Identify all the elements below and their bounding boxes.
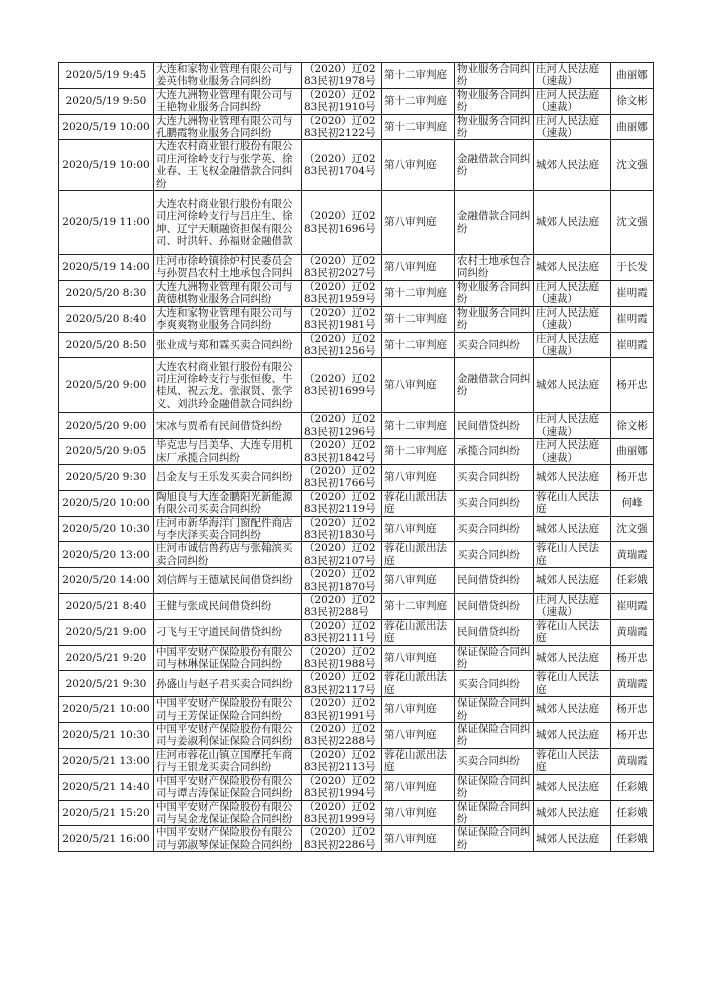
- case-number-cell: （2020）辽0283民初2027号: [302, 255, 382, 281]
- court-name-cell: 庄河人民法庭（速裁）: [534, 114, 611, 140]
- hearing-time-cell: 2020/5/20 14:00: [59, 568, 154, 594]
- court-name-cell: 城郊人民法庭: [534, 774, 611, 800]
- case-title-cell: 中国平安财产保险股份有限公司与谭吉涛保证保险合同纠纷: [154, 774, 302, 800]
- judge-name-cell: 黄瑞霞: [611, 619, 654, 645]
- case-title-cell: 大连九洲物业管理有限公司与孔鹏霞物业服务合同纠纷: [154, 114, 302, 140]
- table-row: [59, 255, 654, 281]
- judge-name-cell: 沈文强: [611, 516, 654, 542]
- case-cause-cell: 物业服务合同纠纷: [455, 114, 534, 140]
- judge-name-cell: 崔明霞: [611, 594, 654, 620]
- case-number-cell: （2020）辽0283民初1696号: [302, 191, 382, 255]
- courtroom-cell: 第八审判庭: [382, 826, 455, 852]
- courtroom-cell: 第八审判庭: [382, 774, 455, 800]
- court-name-cell: 庄河人民法庭（速裁）: [534, 88, 611, 114]
- hearing-schedule-table: [58, 62, 654, 852]
- judge-name-cell: 杨开忠: [611, 358, 654, 413]
- case-title-cell: 中国平安财产保险股份有限公司与王芳保证保险合同纠纷: [154, 697, 302, 723]
- court-name-cell: 城郊人民法庭: [534, 697, 611, 723]
- table-row: [59, 114, 654, 140]
- courtroom-cell: 第八审判庭: [382, 697, 455, 723]
- case-number-cell: （2020）辽0283民初1981号: [302, 306, 382, 332]
- hearing-time-cell: 2020/5/21 10:00: [59, 697, 154, 723]
- table-row: [59, 542, 654, 568]
- case-number-cell: （2020）辽0283民初2107号: [302, 542, 382, 568]
- table-row: [59, 63, 654, 89]
- hearing-time-cell: 2020/5/20 9:00: [59, 413, 154, 439]
- hearing-time-cell: 2020/5/20 9:30: [59, 464, 154, 490]
- judge-name-cell: 于长发: [611, 255, 654, 281]
- case-number-cell: （2020）辽0283民初2122号: [302, 114, 382, 140]
- court-name-cell: 城郊人民法庭: [534, 358, 611, 413]
- case-cause-cell: 买卖合同纠纷: [455, 464, 534, 490]
- table-row: [59, 568, 654, 594]
- case-cause-cell: 金融借款合同纠纷: [455, 191, 534, 255]
- table-row: [59, 774, 654, 800]
- hearing-time-cell: 2020/5/20 9:05: [59, 439, 154, 465]
- table-row: [59, 800, 654, 826]
- case-title-cell: 宋冰与贾希有民间借贷纠纷: [154, 413, 302, 439]
- judge-name-cell: 任彩娥: [611, 774, 654, 800]
- case-number-cell: （2020）辽0283民初1994号: [302, 774, 382, 800]
- case-cause-cell: 买卖合同纠纷: [455, 542, 534, 568]
- case-number-cell: （2020）辽0283民初1978号: [302, 63, 382, 89]
- courtroom-cell: 第八审判庭: [382, 358, 455, 413]
- case-cause-cell: 民间借贷纠纷: [455, 568, 534, 594]
- hearing-time-cell: 2020/5/21 8:40: [59, 594, 154, 620]
- judge-name-cell: 沈文强: [611, 140, 654, 191]
- case-number-cell: （2020）辽0283民初1999号: [302, 800, 382, 826]
- hearing-time-cell: 2020/5/21 9:00: [59, 619, 154, 645]
- hearing-schedule-body: [59, 63, 654, 852]
- case-title-cell: 中国平安财产保险股份有限公司与吴金龙保证保险合同纠纷: [154, 800, 302, 826]
- case-number-cell: （2020）辽0283民初1988号: [302, 645, 382, 671]
- courtroom-cell: 第八审判庭: [382, 723, 455, 749]
- courtroom-cell: 第八审判庭: [382, 516, 455, 542]
- court-name-cell: 庄河人民法庭（速裁）: [534, 332, 611, 358]
- table-row: [59, 332, 654, 358]
- courtroom-cell: 蓉花山派出法庭: [382, 671, 455, 697]
- court-name-cell: 城郊人民法庭: [534, 140, 611, 191]
- hearing-time-cell: 2020/5/19 10:00: [59, 114, 154, 140]
- case-cause-cell: 买卖合同纠纷: [455, 748, 534, 774]
- courtroom-cell: 第十二审判庭: [382, 439, 455, 465]
- table-row: [59, 516, 654, 542]
- judge-name-cell: 黄瑞霞: [611, 542, 654, 568]
- judge-name-cell: 杨开忠: [611, 464, 654, 490]
- courtroom-cell: 蓉花山派出法庭: [382, 490, 455, 516]
- table-row: [59, 826, 654, 852]
- case-cause-cell: 保证保险合同纠纷: [455, 723, 534, 749]
- table-row: [59, 645, 654, 671]
- hearing-time-cell: 2020/5/19 9:50: [59, 88, 154, 114]
- judge-name-cell: 杨开忠: [611, 697, 654, 723]
- hearing-time-cell: 2020/5/21 9:30: [59, 671, 154, 697]
- case-number-cell: （2020）辽0283民初1704号: [302, 140, 382, 191]
- case-number-cell: （2020）辽0283民初288号: [302, 594, 382, 620]
- case-cause-cell: 买卖合同纠纷: [455, 332, 534, 358]
- case-number-cell: （2020）辽0283民初1870号: [302, 568, 382, 594]
- case-number-cell: （2020）辽0283民初1910号: [302, 88, 382, 114]
- case-number-cell: （2020）辽0283民初1699号: [302, 358, 382, 413]
- table-row: [59, 358, 654, 413]
- court-name-cell: 蓉花山人民法庭: [534, 671, 611, 697]
- case-title-cell: 庄河市诚信兽药店与张翰滨买卖合同纠纷: [154, 542, 302, 568]
- judge-name-cell: 何峰: [611, 490, 654, 516]
- case-cause-cell: 买卖合同纠纷: [455, 671, 534, 697]
- table-row: [59, 594, 654, 620]
- table-row: [59, 723, 654, 749]
- courtroom-cell: 第八审判庭: [382, 800, 455, 826]
- table-row: [59, 439, 654, 465]
- court-name-cell: 蓉花山人民法庭: [534, 748, 611, 774]
- judge-name-cell: 杨开忠: [611, 723, 654, 749]
- court-name-cell: 庄河人民法庭（速裁）: [534, 280, 611, 306]
- judge-name-cell: 崔明霞: [611, 306, 654, 332]
- case-cause-cell: 金融借款合同纠纷: [455, 140, 534, 191]
- case-number-cell: （2020）辽0283民初1766号: [302, 464, 382, 490]
- case-title-cell: 陶旭良与大连金鹏阳光新能源有限公司买卖合同纠纷: [154, 490, 302, 516]
- table-row: [59, 671, 654, 697]
- court-name-cell: 庄河人民法庭（速裁）: [534, 306, 611, 332]
- table-row: [59, 464, 654, 490]
- case-title-cell: 大连农村商业银行股份有限公司庄河徐岭支行与张学英、徐业春、王飞权金融借款合同纠纷: [154, 140, 302, 191]
- hearing-time-cell: 2020/5/19 14:00: [59, 255, 154, 281]
- case-title-cell: 中国平安财产保险股份有限公司与林琳保证保险合同纠纷: [154, 645, 302, 671]
- case-title-cell: 中国平安财产保险股份有限公司与郭淑琴保证保险合同纠纷: [154, 826, 302, 852]
- case-title-cell: 中国平安财产保险股份有限公司与姜淑利保证保险合同纠纷: [154, 723, 302, 749]
- court-name-cell: 庄河人民法庭（速裁）: [534, 594, 611, 620]
- judge-name-cell: 沈文强: [611, 191, 654, 255]
- judge-name-cell: 黄瑞霞: [611, 748, 654, 774]
- court-name-cell: 城郊人民法庭: [534, 255, 611, 281]
- table-row: [59, 748, 654, 774]
- table-row: [59, 619, 654, 645]
- case-number-cell: （2020）辽0283民初1991号: [302, 697, 382, 723]
- case-cause-cell: 物业服务合同纠纷: [455, 280, 534, 306]
- hearing-time-cell: 2020/5/20 8:40: [59, 306, 154, 332]
- hearing-time-cell: 2020/5/20 8:30: [59, 280, 154, 306]
- courtroom-cell: 蓉花山派出法庭: [382, 748, 455, 774]
- table-row: [59, 697, 654, 723]
- courtroom-cell: 第八审判庭: [382, 645, 455, 671]
- courtroom-cell: 第八审判庭: [382, 140, 455, 191]
- court-name-cell: 城郊人民法庭: [534, 464, 611, 490]
- case-cause-cell: 保证保险合同纠纷: [455, 645, 534, 671]
- court-name-cell: 城郊人民法庭: [534, 723, 611, 749]
- case-number-cell: （2020）辽0283民初1842号: [302, 439, 382, 465]
- hearing-time-cell: 2020/5/21 15:20: [59, 800, 154, 826]
- case-cause-cell: 保证保险合同纠纷: [455, 774, 534, 800]
- judge-name-cell: 徐文彬: [611, 413, 654, 439]
- case-number-cell: （2020）辽0283民初2111号: [302, 619, 382, 645]
- case-title-cell: 孙盛山与赵子君买卖合同纠纷: [154, 671, 302, 697]
- courtroom-cell: 蓉花山派出法庭: [382, 619, 455, 645]
- hearing-time-cell: 2020/5/21 13:00: [59, 748, 154, 774]
- court-name-cell: 蓉花山人民法庭: [534, 490, 611, 516]
- hearing-time-cell: 2020/5/21 9:20: [59, 645, 154, 671]
- court-name-cell: 蓉花山人民法庭: [534, 619, 611, 645]
- court-name-cell: 庄河人民法庭（速裁）: [534, 439, 611, 465]
- case-title-cell: 张业成与郑和霖买卖合同纠纷: [154, 332, 302, 358]
- court-name-cell: 城郊人民法庭: [534, 800, 611, 826]
- court-name-cell: 庄河人民法庭（速裁）: [534, 413, 611, 439]
- case-number-cell: （2020）辽0283民初2286号: [302, 826, 382, 852]
- case-title-cell: 刁飞与王守道民间借贷纠纷: [154, 619, 302, 645]
- courtroom-cell: 第十二审判庭: [382, 413, 455, 439]
- case-cause-cell: 买卖合同纠纷: [455, 516, 534, 542]
- courtroom-cell: 第八审判庭: [382, 464, 455, 490]
- case-cause-cell: 民间借贷纠纷: [455, 413, 534, 439]
- case-cause-cell: 民间借贷纠纷: [455, 619, 534, 645]
- case-title-cell: 吕金友与王乐发买卖合同纠纷: [154, 464, 302, 490]
- table-row: [59, 413, 654, 439]
- hearing-time-cell: 2020/5/20 13:00: [59, 542, 154, 568]
- case-cause-cell: 买卖合同纠纷: [455, 490, 534, 516]
- case-number-cell: （2020）辽0283民初2117号: [302, 671, 382, 697]
- case-cause-cell: 民间借贷纠纷: [455, 594, 534, 620]
- case-number-cell: （2020）辽0283民初1256号: [302, 332, 382, 358]
- courtroom-cell: 第十二审判庭: [382, 594, 455, 620]
- table-row: [59, 88, 654, 114]
- case-cause-cell: 保证保险合同纠纷: [455, 826, 534, 852]
- case-cause-cell: 保证保险合同纠纷: [455, 697, 534, 723]
- case-title-cell: 大连九洲物业管理有限公司与黄德棋物业服务合同纠纷: [154, 280, 302, 306]
- case-number-cell: （2020）辽0283民初1830号: [302, 516, 382, 542]
- case-cause-cell: 物业服务合同纠纷: [455, 306, 534, 332]
- courtroom-cell: 第八审判庭: [382, 255, 455, 281]
- courtroom-cell: 第十二审判庭: [382, 63, 455, 89]
- courtroom-cell: 第十二审判庭: [382, 332, 455, 358]
- table-row: [59, 140, 654, 191]
- case-number-cell: （2020）辽0283民初2119号: [302, 490, 382, 516]
- case-number-cell: （2020）辽0283民初1296号: [302, 413, 382, 439]
- judge-name-cell: 杨开忠: [611, 645, 654, 671]
- case-title-cell: 王健与张成民间借贷纠纷: [154, 594, 302, 620]
- case-title-cell: 大连九洲物业管理有限公司与王艳物业服务合同纠纷: [154, 88, 302, 114]
- court-name-cell: 城郊人民法庭: [534, 645, 611, 671]
- hearing-time-cell: 2020/5/21 10:30: [59, 723, 154, 749]
- hearing-time-cell: 2020/5/21 14:40: [59, 774, 154, 800]
- case-number-cell: （2020）辽0283民初2113号: [302, 748, 382, 774]
- case-title-cell: 大连农村商业银行股份有限公司庄河徐岭支行与吕庄生、徐坤、辽宁天顺融资担保有限公司、时洪轩、孙福财金融借款: [154, 191, 302, 255]
- courtroom-cell: 第十二审判庭: [382, 306, 455, 332]
- hearing-time-cell: 2020/5/19 9:45: [59, 63, 154, 89]
- court-name-cell: 庄河人民法庭（速裁）: [534, 63, 611, 89]
- courtroom-cell: 第八审判庭: [382, 568, 455, 594]
- case-cause-cell: 物业服务合同纠纷: [455, 63, 534, 89]
- courtroom-cell: 蓉花山派出法庭: [382, 542, 455, 568]
- case-title-cell: 大连和家物业管理有限公司与李爽爽物业服务合同纠纷: [154, 306, 302, 332]
- hearing-time-cell: 2020/5/21 16:00: [59, 826, 154, 852]
- case-cause-cell: 金融借款合同纠纷: [455, 358, 534, 413]
- court-name-cell: 城郊人民法庭: [534, 191, 611, 255]
- judge-name-cell: 黄瑞霞: [611, 671, 654, 697]
- court-name-cell: 蓉花山人民法庭: [534, 542, 611, 568]
- courtroom-cell: 第十二审判庭: [382, 280, 455, 306]
- hearing-time-cell: 2020/5/19 11:00: [59, 191, 154, 255]
- case-cause-cell: 承揽合同纠纷: [455, 439, 534, 465]
- hearing-time-cell: 2020/5/19 10:00: [59, 140, 154, 191]
- table-row: [59, 490, 654, 516]
- judge-name-cell: 崔明霞: [611, 280, 654, 306]
- court-name-cell: 城郊人民法庭: [534, 568, 611, 594]
- court-name-cell: 城郊人民法庭: [534, 516, 611, 542]
- judge-name-cell: 崔明霞: [611, 332, 654, 358]
- judge-name-cell: 任彩娥: [611, 800, 654, 826]
- judge-name-cell: 曲丽娜: [611, 114, 654, 140]
- judge-name-cell: 曲丽娜: [611, 439, 654, 465]
- judge-name-cell: 任彩娥: [611, 826, 654, 852]
- court-name-cell: 城郊人民法庭: [534, 826, 611, 852]
- hearing-time-cell: 2020/5/20 10:00: [59, 490, 154, 516]
- case-title-cell: 大连和家物业管理有限公司与姜英伟物业服务合同纠纷: [154, 63, 302, 89]
- courtroom-cell: 第八审判庭: [382, 191, 455, 255]
- table-row: [59, 191, 654, 255]
- courtroom-cell: 第十二审判庭: [382, 88, 455, 114]
- case-cause-cell: 物业服务合同纠纷: [455, 88, 534, 114]
- case-title-cell: 刘信辉与王德斌民间借贷纠纷: [154, 568, 302, 594]
- judge-name-cell: 徐文彬: [611, 88, 654, 114]
- hearing-time-cell: 2020/5/20 8:50: [59, 332, 154, 358]
- case-title-cell: 大连农村商业银行股份有限公司庄河徐岭支行与张恒俊、牛桂凤、祝云龙、张淑贤、张学义、刘洪玲金融借款合同纠纷: [154, 358, 302, 413]
- hearing-time-cell: 2020/5/20 10:30: [59, 516, 154, 542]
- case-number-cell: （2020）辽0283民初1959号: [302, 280, 382, 306]
- case-cause-cell: 农村土地承包合同纠纷: [455, 255, 534, 281]
- judge-name-cell: 曲丽娜: [611, 63, 654, 89]
- case-number-cell: （2020）辽0283民初2288号: [302, 723, 382, 749]
- judge-name-cell: 任彩娥: [611, 568, 654, 594]
- hearing-time-cell: 2020/5/20 9:00: [59, 358, 154, 413]
- case-title-cell: 庄河市徐岭镇徐炉村民委员会与孙贺昌农村土地承包合同纠: [154, 255, 302, 281]
- case-title-cell: 毕克忠与吕美华、大连专用机床厂承揽合同纠纷: [154, 439, 302, 465]
- table-row: [59, 280, 654, 306]
- case-cause-cell: 保证保险合同纠纷: [455, 800, 534, 826]
- case-title-cell: 庄河市蓉花山镇立国摩托车商行与王银龙买卖合同纠纷: [154, 748, 302, 774]
- case-title-cell: 庄河市新华海洋门窗配件商店与李庆泽买卖合同纠纷: [154, 516, 302, 542]
- table-row: [59, 306, 654, 332]
- courtroom-cell: 第十二审判庭: [382, 114, 455, 140]
